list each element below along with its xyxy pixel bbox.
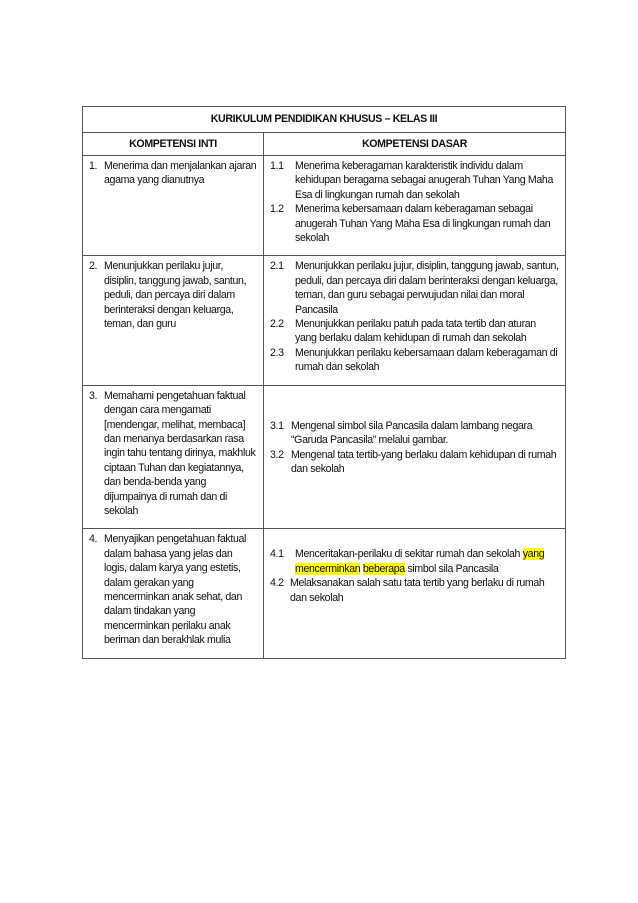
highlighted-text <box>363 563 405 575</box>
table-row <box>83 156 566 256</box>
kd-cell <box>264 156 566 256</box>
ki-number: 1. <box>89 160 98 172</box>
kd-number: 2.2 <box>270 318 284 331</box>
kd-number: 1.2 <box>270 203 284 216</box>
kd-text: Mengenal tata tertib-yang berlaku dalam kehidupan di rumah dan sekolah <box>291 448 557 475</box>
kd-item <box>270 159 559 202</box>
ki-cell <box>83 529 264 658</box>
kd-text <box>292 547 559 576</box>
ki-cell <box>83 385 264 529</box>
kd-item <box>270 576 559 605</box>
kd-item <box>270 202 559 245</box>
kd-item <box>270 259 559 317</box>
kd-item <box>270 419 559 448</box>
kd-text: Mengenal simbol sila Pancasila dalam lambang negara “Garuda Pancasila” melalui gambar. <box>291 419 533 447</box>
ki-text: Menunjukkan perilaku jujur, disiplin, tanggung jawab, santun, peduli, dan percaya diri dalam berinteraksi dengan keluarga, teman, dan guru <box>104 260 247 331</box>
kd-cell <box>264 385 566 529</box>
kd-text: Menunjukkan perilaku patuh pada tata tertib dan aturan yang berlaku dalam kehidupan di rumah dan sekolah <box>295 318 536 345</box>
ki-cell <box>83 156 264 256</box>
kd-text: Menunjukkan perilaku kebersamaan dalam keberagaman di rumah dan sekolah <box>295 346 558 374</box>
kd-item <box>270 448 559 477</box>
ki-text: Menerima dan menjalankan ajaran agama yang dianutnya <box>104 160 257 187</box>
kd-number: 1.1 <box>270 160 284 172</box>
kd-number: 2.3 <box>270 346 284 359</box>
ki-text: Memahami pengetahuan faktual dengan cara mengamati [mendengar, melihat, membaca] dan menanya berdasarkan rasa ingin tahu tentang dirinya, makhluk ciptaan Tuhan dan kegiatannya, dan benda-benda yang dijumpainya di rumah dan di sekolah <box>104 389 256 517</box>
kd-text: Menerima keberagaman karakteristik individu dalam kehidupan beragama sebagai anugerah Tuhan Yang Maha Esa di lingkungan rumah dan sekolah <box>295 160 554 201</box>
ki-cell <box>83 256 264 385</box>
kd-text: Menunjukkan perilaku jujur, disiplin, tanggung jawab, santun, peduli, dan percaya diri dalam berinteraksi dengan keluarga, teman, dan guru sebagai perwujudan nilai dan moral Pancasila <box>295 260 559 316</box>
kd-number: 3.2 <box>270 448 284 461</box>
table-row <box>83 529 566 658</box>
kd-number: 3.1 <box>270 419 284 432</box>
table-row <box>83 256 566 385</box>
kd-text-part: simbol sila Pancasila <box>404 562 499 575</box>
kd-text: Melaksanakan salah satu tata tertib yang berlaku di rumah dan sekolah <box>290 577 545 604</box>
highlighted-phrase: yang mencerminkan <box>295 548 545 575</box>
kd-number: 4.2 <box>270 577 284 590</box>
ki-text: Menyajikan pengetahuan faktual dalam bahasa yang jelas dan logis, dalam karya yang estetis, dalam gerakan yang mencerminkan anak sehat, dan dalam tindakan yang mencerminkan perilaku anak beriman dan berakhlak mulia <box>104 533 247 647</box>
ki-number: 2. <box>89 260 98 273</box>
kd-item <box>270 346 559 375</box>
highlighted-word: beberapa <box>362 562 405 575</box>
kd-number: 2.1 <box>270 260 284 273</box>
kd-text-part: Menceritakan-perilaku di sekitar rumah dan sekolah <box>295 548 523 561</box>
curriculum-table <box>82 106 566 659</box>
kd-cell <box>264 529 566 658</box>
ki-number: 4. <box>89 533 98 546</box>
kd-item <box>270 317 559 346</box>
kd-text: Menerima kebersamaan dalam keberagaman sebagai anugerah Tuhan Yang Maha Esa di lingkungan rumah dan sekolah <box>295 203 551 245</box>
ki-number: 3. <box>89 389 98 402</box>
header-kompetensi-dasar: KOMPETENSI DASAR <box>264 133 566 156</box>
kd-item <box>270 547 559 576</box>
kd-number: 4.1 <box>270 548 284 561</box>
table-title: KURIKULUM PENDIDIKAN KHUSUS – KELAS III <box>83 107 566 133</box>
kd-cell <box>264 256 566 385</box>
header-kompetensi-inti: KOMPETENSI INTI <box>83 133 264 156</box>
table-row <box>83 385 566 529</box>
